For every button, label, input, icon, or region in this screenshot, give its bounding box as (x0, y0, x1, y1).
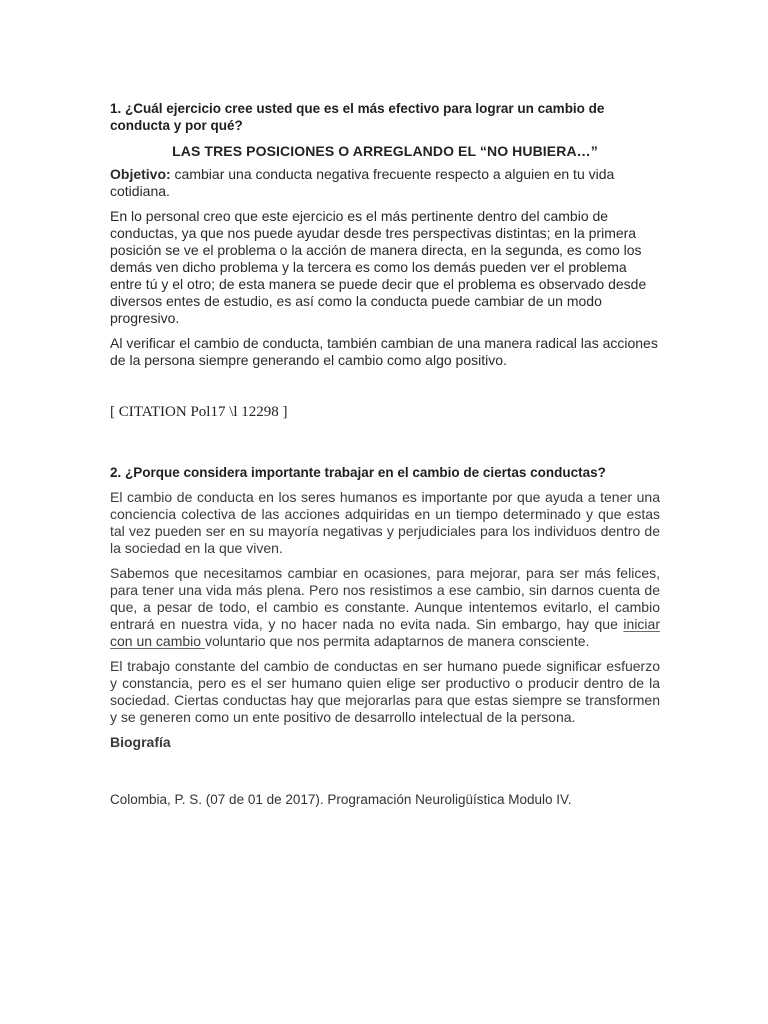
objective-text: cambiar una conducta negativa frecuente respecto a alguien en tu vida cotidiana. (110, 166, 615, 199)
spacer (110, 421, 660, 464)
objective-paragraph (110, 166, 660, 200)
bibliography-entry: Colombia, P. S. (07 de 01 de 2017). Programación Neuroligüística Modulo IV. (110, 792, 572, 807)
spacer (110, 377, 660, 403)
question-2-paragraph-3: El trabajo constante del cambio de conductas en ser humano puede significar esfuerzo y constancia, pero es el ser humano quien elige ser productivo o producir dentro de la sociedad. Ciertas conductas hay que mejorarlas para que estas siempre se transformen y se generen como un ente positivo de desarrollo intelectual de la persona. (110, 658, 660, 725)
citation-field: [ CITATION Pol17 \l 12298 ] (110, 404, 288, 420)
paragraph-2-end: voluntario que nos permita adaptarnos de manera consciente. (204, 633, 590, 649)
bibliography-heading: Biografía (110, 734, 171, 750)
inline-link[interactable]: iniciar con un cambio (110, 616, 660, 649)
question-1-paragraph-1: En lo personal creo que este ejercicio es el más pertinente dentro del cambio de conductas, ya que nos puede ayudar desde tres perspectivas distintas; en la primera posición se ve el problema o la acción de manera directa, en la segunda, es como los demás ven dicho problema y la tercera es como los demás pueden ver el problema entre tú y el otro; de esta manera se puede decir que el problema es observado desde diversos entes de estudio, es así como la conducta puede cambiar de un modo progresivo. (110, 208, 647, 326)
exercise-title: LAS TRES POSICIONES O ARREGLANDO EL “NO HUBIERA…” (172, 143, 598, 159)
spacer (110, 751, 660, 791)
question-1-paragraph-2: Al verificar el cambio de conducta, también cambian de una manera radical las acciones de la persona siempre generando el cambio como algo positivo. (110, 335, 658, 368)
question-2-heading: 2. ¿Porque considera importante trabajar en el cambio de ciertas conductas? (110, 465, 606, 480)
document-page (110, 100, 660, 808)
paragraph-2-start: Sabemos que necesitamos cambiar en ocasiones, para mejorar, para ser más felices, para tener una vida más plena. Pero nos resistimos a ese cambio, sin darnos cuenta de que, a pesar de todo, el cambio es constante. Aunque intentemos evitarlo, el cambio entrará en nuestra vida, y no hacer nada no evita nada. Sin embargo, hay que (110, 565, 660, 632)
question-2-paragraph-2 (110, 565, 660, 650)
objective-label: Objetivo: (110, 166, 171, 182)
question-1-heading: 1. ¿Cuál ejercicio cree usted que es el más efectivo para lograr un cambio de conducta y por qué? (110, 101, 605, 133)
question-2-paragraph-1: El cambio de conducta en los seres humanos es importante por que ayuda a tener una conciencia colectiva de las acciones adquiridas en un tiempo determinado y que estas tal vez pueden ser en su mayoría negativas y perjudiciales para los individuos dentro de la sociedad en la que viven. (110, 489, 660, 556)
